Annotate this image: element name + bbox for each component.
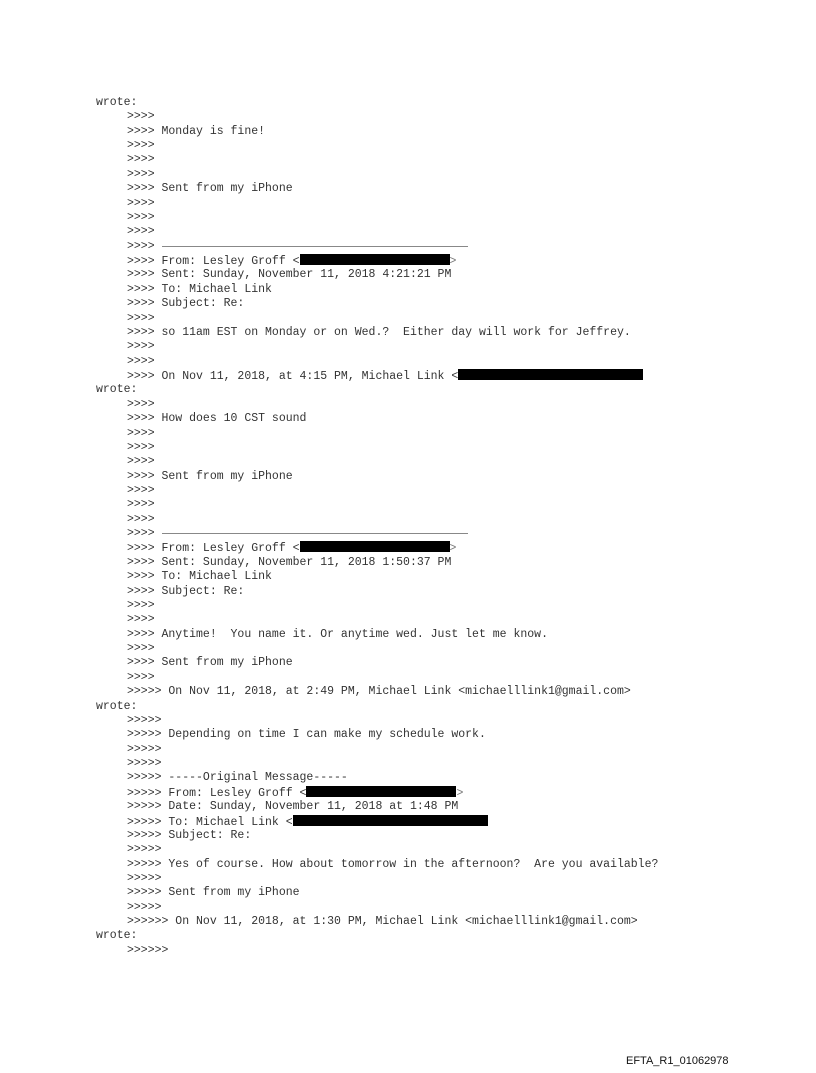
email-line-text: >>>> <box>127 153 155 167</box>
email-line-text: >>>> <box>127 483 155 497</box>
email-line-text: >>>>> From: Lesley Groff < <box>127 786 307 800</box>
email-line <box>127 757 162 771</box>
email-line <box>127 326 631 340</box>
closing-bracket: > <box>449 255 457 269</box>
email-line <box>127 225 155 239</box>
email-line <box>127 685 631 699</box>
email-line-text: >>>>> On Nov 11, 2018, at 2:49 PM, Michael Link <michaelllink1@gmail.com> <box>127 685 631 699</box>
email-line-text: >>>> <box>127 498 155 512</box>
email-line <box>96 96 137 110</box>
email-line <box>127 671 155 685</box>
email-line-text: >>>> <box>127 426 155 440</box>
email-line-text: >>>> <box>127 139 155 153</box>
email-line <box>96 700 137 714</box>
email-line-text: >>>>> <box>127 843 162 857</box>
email-line <box>127 484 155 498</box>
email-line-text: >>>>> Yes of course. How about tomorrow in the afternoon? Are you available? <box>127 857 659 871</box>
redaction-bar <box>458 369 643 380</box>
email-line <box>127 254 456 268</box>
redaction-bar <box>306 786 456 797</box>
email-line <box>127 513 155 527</box>
email-line-text: >>>>> <box>127 900 162 914</box>
email-line <box>127 125 265 139</box>
email-line-text: >>>> <box>127 210 155 224</box>
closing-bracket: > <box>456 786 464 800</box>
email-line <box>127 656 293 670</box>
email-line-text: >>>> <box>127 455 155 469</box>
email-line <box>127 168 155 182</box>
email-line-text: >>>> <box>127 440 155 454</box>
email-line-text: >>>> Sent from my iPhone <box>127 469 293 483</box>
email-line <box>127 283 272 297</box>
email-line <box>127 886 300 900</box>
email-line <box>127 427 155 441</box>
email-line <box>127 398 155 412</box>
email-line-text: >>>> <box>127 512 155 526</box>
email-line <box>127 585 244 599</box>
email-line <box>127 312 155 326</box>
email-line <box>127 340 155 354</box>
email-line-text: >>>> <box>127 110 155 124</box>
email-line-text: >>>> Subject: Re: <box>127 297 245 311</box>
email-line <box>127 901 162 915</box>
email-line-text: >>>> <box>127 598 155 612</box>
email-line-text: >>>> Sent from my iPhone <box>127 656 293 670</box>
email-line-text: >>>> so 11am EST on Monday or on Wed.? Either day will work for Jeffrey. <box>127 325 631 339</box>
email-line <box>127 197 155 211</box>
email-line <box>127 240 468 254</box>
email-line-text: >>>> Sent: Sunday, November 11, 2018 4:21:21 PM <box>127 268 452 282</box>
email-line <box>127 441 155 455</box>
separator-rule <box>162 533 468 534</box>
email-line-text: >>>> <box>127 340 155 354</box>
email-line-text: >>>> <box>127 613 155 627</box>
email-line <box>96 383 137 397</box>
email-line <box>127 211 155 225</box>
email-line <box>127 297 244 311</box>
email-line <box>127 915 638 929</box>
email-line <box>127 355 155 369</box>
email-line-text: >>>> From: Lesley Groff < <box>127 542 300 556</box>
redaction-bar <box>300 541 450 552</box>
email-line <box>127 800 458 814</box>
bates-number: EFTA_R1_01062978 <box>626 1055 729 1067</box>
email-line <box>127 771 348 785</box>
email-line-text: >>>> On Nov 11, 2018, at 4:15 PM, Michael Link < <box>127 370 459 384</box>
email-line <box>127 110 155 124</box>
email-line-text: wrote: <box>96 96 138 109</box>
email-line-text: >>>> <box>127 397 155 411</box>
email-line-text: >>>> <box>127 527 162 541</box>
email-line <box>127 470 293 484</box>
email-line <box>127 613 155 627</box>
email-line-text: >>>>>> <box>127 943 169 957</box>
email-line-text: >>>> <box>127 354 155 368</box>
email-line <box>127 599 155 613</box>
email-line-text: >>>> Anytime! You name it. Or anytime wed. Just let me know. <box>127 627 548 641</box>
redaction-bar <box>300 254 450 265</box>
email-line-text: >>>>> Subject: Re: <box>127 828 252 842</box>
email-line <box>127 498 155 512</box>
email-line <box>127 815 488 829</box>
email-line-text: >>>>> <box>127 742 162 756</box>
email-line <box>127 728 486 742</box>
email-line <box>127 369 643 383</box>
email-line-text: >>>>> Depending on time I can make my schedule work. <box>127 728 486 742</box>
email-line <box>127 843 162 857</box>
email-line <box>127 182 293 196</box>
email-line-text: >>>>> <box>127 713 162 727</box>
email-line <box>127 944 168 958</box>
email-line-text: >>>> How does 10 CST sound <box>127 412 307 426</box>
email-line-text: >>>> <box>127 642 155 656</box>
email-line-text: >>>> From: Lesley Groff < <box>127 255 300 269</box>
email-line <box>127 786 463 800</box>
email-line-text: wrote: <box>96 929 138 943</box>
email-line <box>127 455 155 469</box>
closing-bracket: > <box>449 542 457 556</box>
email-line-text: wrote: <box>96 383 138 397</box>
email-line-text: >>>>> -----Original Message----- <box>127 771 348 785</box>
email-line <box>96 929 137 943</box>
email-line-text: >>>> <box>127 239 162 253</box>
email-line-text: >>>> To: Michael Link <box>127 282 272 296</box>
email-line <box>127 872 162 886</box>
email-line-text: >>>> <box>127 225 155 239</box>
email-line <box>127 714 162 728</box>
email-line-text: >>>>>> On Nov 11, 2018, at 1:30 PM, Michael Link <michaelllink1@gmail.com> <box>127 915 638 929</box>
email-line <box>127 829 251 843</box>
email-line-text: >>>> Sent from my iPhone <box>127 182 293 196</box>
email-line-text: >>>>> Sent from my iPhone <box>127 886 300 900</box>
email-line <box>127 412 306 426</box>
email-line <box>127 628 548 642</box>
email-line <box>127 556 451 570</box>
email-line <box>127 570 272 584</box>
email-line-text: >>>> <box>127 167 155 181</box>
email-line <box>127 139 155 153</box>
email-line-text: >>>> Subject: Re: <box>127 584 245 598</box>
email-line <box>127 268 451 282</box>
email-line-text: >>>>> Date: Sunday, November 11, 2018 at 1:48 PM <box>127 800 459 814</box>
email-line-text: >>>> <box>127 196 155 210</box>
email-line <box>127 743 162 757</box>
email-line-text: >>>> To: Michael Link <box>127 570 272 584</box>
email-line-text: >>>> <box>127 311 155 325</box>
email-line-text: >>>>> <box>127 757 162 771</box>
email-line-text: >>>>> To: Michael Link < <box>127 815 293 829</box>
email-line <box>127 858 658 872</box>
redaction-bar <box>293 815 488 826</box>
email-line-text: >>>> Sent: Sunday, November 11, 2018 1:50:37 PM <box>127 555 452 569</box>
email-line <box>127 642 155 656</box>
email-line <box>127 153 155 167</box>
email-line-text: >>>> <box>127 670 155 684</box>
email-line-text: >>>>> <box>127 871 162 885</box>
email-line <box>127 527 468 541</box>
email-line <box>127 541 456 555</box>
email-line-text: wrote: <box>96 699 138 713</box>
email-line-text: >>>> Monday is fine! <box>127 124 266 138</box>
separator-rule <box>162 246 468 247</box>
